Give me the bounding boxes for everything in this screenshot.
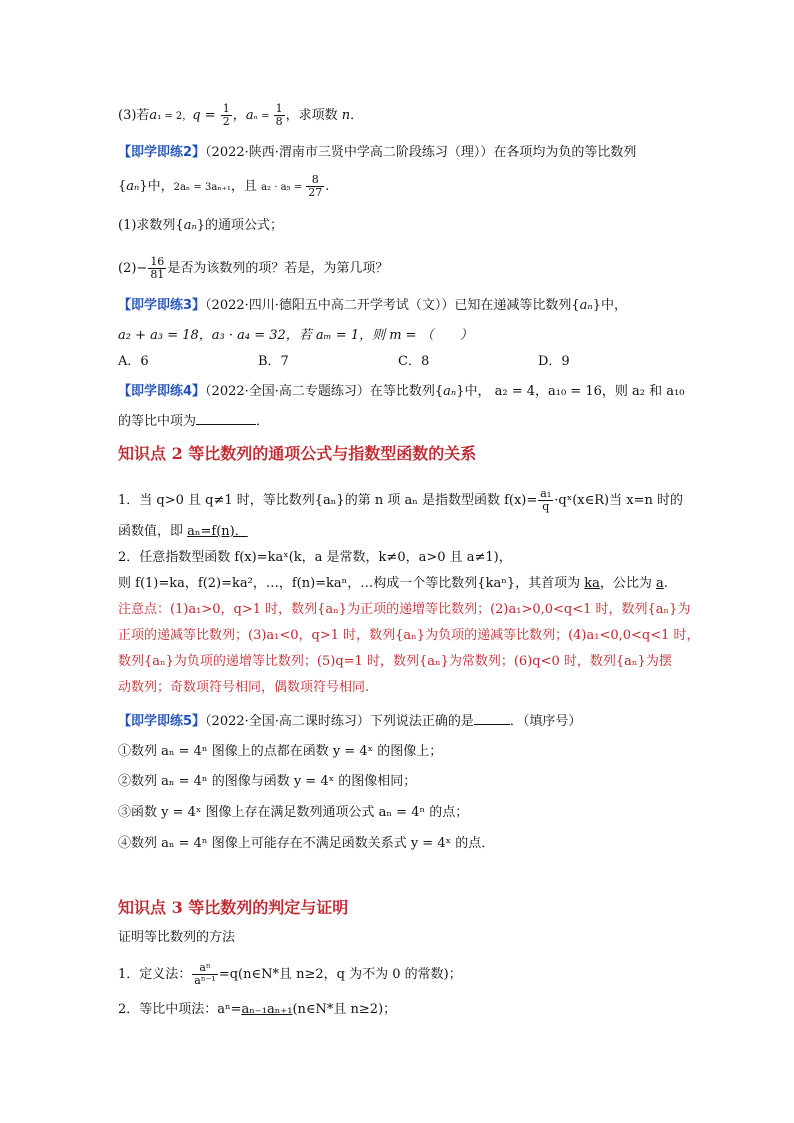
text-line xyxy=(118,772,416,792)
text-line xyxy=(118,522,248,542)
fraction-denominator: 8 xyxy=(275,115,283,128)
text-segment: =q(n∈N*且 n≥2，q 为不为 0 的常数)； xyxy=(218,967,462,982)
text-line xyxy=(118,216,283,236)
text-segment: 是否为该数列的项？若是，为第几项？ xyxy=(167,261,389,276)
text-segment: ，求项数 xyxy=(285,108,342,123)
text-segment: ·qˣ(x∈R)当 x=n 时的 xyxy=(554,493,683,508)
fraction xyxy=(538,488,553,513)
text-segment: 注意点：(1)a₁>0，q>1 时，数列{aₙ}为正项的递增等比数列；(2)a₁>0,0<q<1 时，数列{aₙ}为 xyxy=(118,602,691,617)
text-segment: （2022·全国·高二课时练习）下列说法正确的是 xyxy=(205,714,474,729)
exercise-label: 【即学即练2】 xyxy=(118,145,206,160)
answer-option: B．7 xyxy=(258,354,289,369)
text-segment: ④数列 aₙ = 4ⁿ 图像上可能存在不满足函数关系式 y = 4ˣ 的点． xyxy=(118,836,495,851)
fraction xyxy=(306,174,324,199)
text-line xyxy=(118,652,672,672)
text-line xyxy=(118,712,581,732)
text-segment: 函数值，即 xyxy=(118,524,188,539)
fraction-denominator: aⁿ⁻¹ xyxy=(194,974,216,987)
fraction-numerator: 8 xyxy=(306,174,324,187)
section-heading: 知识点 2 等比数列的通项公式与指数型函数的关系 xyxy=(118,444,477,463)
text-line xyxy=(118,928,235,948)
text-segment: aₙ xyxy=(126,179,140,194)
text-line xyxy=(118,103,363,128)
exercise-label: 【即学即练4】 xyxy=(118,384,206,399)
text-segment: ka xyxy=(584,576,600,591)
text-segment: 正项的递减等比数列；(3)a₁<0，q>1 时，数列{aₙ}为负项的递减等比数列；(4)a₁<0,0<q<1 时， xyxy=(118,628,700,643)
fraction-numerator: 1 xyxy=(222,102,230,115)
text-line xyxy=(118,742,442,762)
answer-blank xyxy=(196,412,256,425)
text-segment: a xyxy=(149,108,158,123)
text-segment: 动数列；奇数项符号相同，偶数项符号相同. xyxy=(118,680,370,695)
fraction xyxy=(148,256,166,281)
text-segment: aₙ xyxy=(579,298,593,313)
text-segment: 证明等比数列的方法 xyxy=(118,930,236,945)
text-segment: （2022·全国·高二专题练习）在等比数列{ xyxy=(205,384,444,399)
text-segment: ₁ = 2， xyxy=(157,111,193,122)
text-segment: aₙ xyxy=(443,384,457,399)
text-line xyxy=(118,803,468,823)
text-segment: （2022·陕西·渭南市三贤中学高二阶段练习（理））在各项均为负的等比数列 xyxy=(205,145,637,160)
text-line xyxy=(118,382,684,402)
fraction-denominator: 81 xyxy=(150,268,165,281)
answer-blank xyxy=(474,712,510,725)
fraction-denominator: 27 xyxy=(308,186,323,199)
fraction-numerator: aⁿ xyxy=(192,962,218,975)
fraction-denominator: q xyxy=(542,500,550,513)
text-line xyxy=(118,600,690,620)
text-segment: ． xyxy=(350,108,364,123)
text-segment: n xyxy=(341,108,351,123)
section-heading: 知识点 3 等比数列的判定与证明 xyxy=(118,898,349,917)
text-segment: ②数列 aₙ = 4ⁿ 的图像与函数 y = 4ˣ 的图像相同； xyxy=(118,774,417,789)
text-segment: （2022·四川·德阳五中高二开学考试（文））已知在递减等比数列{ xyxy=(205,298,580,313)
text-segment: (n∈N*且 n≥2)； xyxy=(292,1002,397,1017)
answer-options xyxy=(118,352,678,372)
text-segment: ． xyxy=(256,414,270,429)
text-segment: 2aₙ = 3aₙ₊₁ xyxy=(173,182,231,193)
text-segment: ₙ = xyxy=(253,111,273,122)
text-segment: 数列{aₙ}为负项的递增等比数列；(5)q=1 时，数列{aₙ}为常数列；(6)q<0 时，数列{aₙ}为摆 xyxy=(118,654,672,669)
text-segment: ， xyxy=(232,108,246,123)
text-segment: ①数列 aₙ = 4ⁿ 图像上的点都在函数 y = 4ˣ 的图像上； xyxy=(118,744,443,759)
text-segment: (1)求数列{ xyxy=(118,218,184,233)
text-segment: aₙ xyxy=(183,218,197,233)
text-segment: (3)若 xyxy=(118,108,150,123)
text-segment: aₙ=f(n)． xyxy=(187,524,248,539)
text-segment: ③函数 y = 4ˣ 图像上存在满足数列通项公式 aₙ = 4ⁿ 的点； xyxy=(118,805,469,820)
text-segment: a xyxy=(245,108,254,123)
text-segment: }中， a₂ = 4，a₁₀ = 16，则 a₂ 和 a₁₀ xyxy=(456,384,685,399)
text-line xyxy=(118,296,627,316)
text-line xyxy=(118,834,494,854)
text-line xyxy=(118,678,369,698)
text-segment: (2)− xyxy=(118,261,148,276)
text-line xyxy=(118,174,329,199)
text-segment: ，公比为 xyxy=(599,576,657,591)
text-line xyxy=(118,1000,396,1020)
text-segment: ．（填序号） xyxy=(509,714,582,729)
fraction-numerator: 1 xyxy=(275,102,283,115)
text-segment: }的通项公式； xyxy=(196,218,283,233)
text-line xyxy=(118,412,269,432)
text-segment: 1．当 q>0 且 q≠1 时，等比数列{aₙ}的第 n 项 aₙ 是指数型函数 f(x)= xyxy=(118,493,538,508)
fraction xyxy=(221,103,232,128)
text-segment: 则 f(1)=ka，f(2)=ka²，…，f(n)=kaⁿ，…构成一个等比数列{kaⁿ}，其首项为 xyxy=(118,576,585,591)
fraction-numerator: 16 xyxy=(150,255,165,268)
fraction-numerator: a₁ xyxy=(540,487,552,500)
text-segment: 的等比中项为 xyxy=(118,414,197,429)
text-segment: }中， xyxy=(139,179,174,194)
text-segment: }中， xyxy=(592,298,627,313)
fraction xyxy=(274,103,285,128)
text-segment: = xyxy=(200,108,220,123)
text-segment: q xyxy=(192,108,201,123)
text-line xyxy=(118,548,512,568)
text-line xyxy=(118,256,388,281)
fraction xyxy=(192,962,218,987)
text-line xyxy=(118,626,700,646)
text-line xyxy=(118,962,462,987)
text-segment: a₂ + a₃ = 18，a₃ · a₄ = 32，若 aₘ = 1，则 m = （ ） xyxy=(118,328,473,343)
text-segment: . xyxy=(325,179,330,194)
answer-option: D．9 xyxy=(538,354,570,369)
text-segment: 2．任意指数型函数 f(x)=kaˣ(k，a 是常数，k≠0，a>0 且 a≠1)， xyxy=(118,550,512,565)
text-line xyxy=(118,326,473,346)
text-segment: aₙ₋₁aₙ₊₁ xyxy=(241,1002,293,1017)
exercise-label: 【即学即练5】 xyxy=(118,714,206,729)
text-line xyxy=(118,488,683,513)
text-segment: { xyxy=(118,179,127,194)
text-segment: 2．等比中项法：aⁿ= xyxy=(118,1002,242,1017)
exercise-label: 【即学即练3】 xyxy=(118,298,206,313)
text-segment: a xyxy=(656,576,664,591)
text-segment: 1．定义法： xyxy=(118,967,192,982)
answer-option: A．6 xyxy=(118,354,149,369)
text-line xyxy=(118,143,636,163)
text-line xyxy=(118,574,668,594)
fraction-denominator: 2 xyxy=(222,115,230,128)
text-segment: . xyxy=(663,576,668,591)
text-segment: ，且 xyxy=(230,179,262,194)
text-segment: a₂ · a₅ = xyxy=(261,182,306,193)
answer-option: C．8 xyxy=(398,354,430,369)
